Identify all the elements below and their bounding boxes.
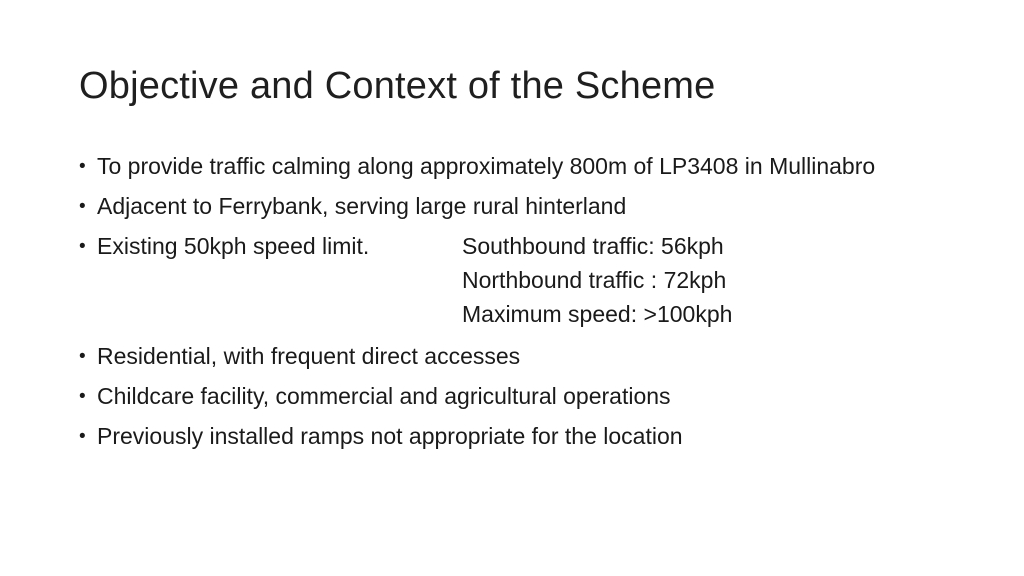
slide-title: Objective and Context of the Scheme bbox=[79, 65, 716, 107]
bullet-item bbox=[79, 192, 959, 221]
bullet-text-traffic-calming: To provide traffic calming along approximately 800m of LP3408 in Mullinabro bbox=[97, 153, 876, 179]
bullet-icon: • bbox=[79, 426, 86, 447]
bullet-list bbox=[79, 152, 959, 462]
bullet-item bbox=[79, 382, 959, 411]
bullet-item bbox=[79, 152, 959, 181]
bullet-text-childcare: Childcare facility, commercial and agricultural operations bbox=[97, 383, 671, 409]
northbound-speed: Northbound traffic : 72kph bbox=[462, 267, 727, 293]
bullet-icon: • bbox=[79, 236, 86, 257]
bullet-text-speed-limit: Existing 50kph speed limit. bbox=[97, 233, 370, 259]
speed-row bbox=[97, 232, 959, 331]
bullet-icon: • bbox=[79, 196, 86, 217]
bullet-text-ferrybank: Adjacent to Ferrybank, serving large rural hinterland bbox=[97, 193, 627, 219]
bullet-icon: • bbox=[79, 156, 86, 177]
speed-details bbox=[462, 229, 732, 331]
bullet-icon: • bbox=[79, 386, 86, 407]
bullet-item bbox=[79, 422, 959, 451]
bullet-item bbox=[79, 232, 959, 331]
bullet-icon: • bbox=[79, 346, 86, 367]
bullet-item bbox=[79, 342, 959, 371]
bullet-text-residential: Residential, with frequent direct accesses bbox=[97, 343, 521, 369]
southbound-speed: Southbound traffic: 56kph bbox=[462, 233, 724, 259]
bullet-text-ramps: Previously installed ramps not appropriate for the location bbox=[97, 423, 683, 449]
maximum-speed: Maximum speed: >100kph bbox=[462, 301, 733, 327]
